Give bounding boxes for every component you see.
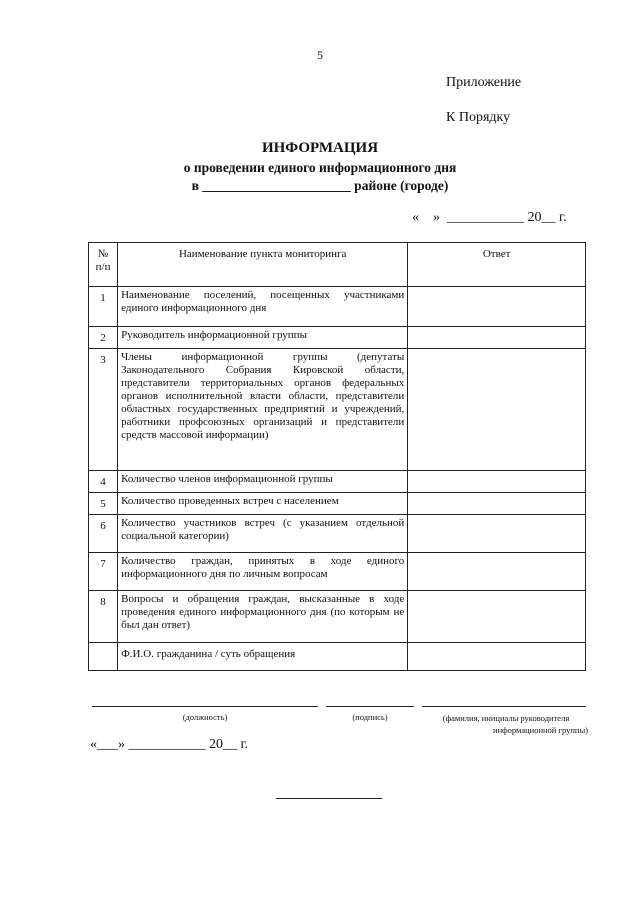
signature-line [326, 706, 414, 707]
table-header-row [89, 243, 586, 287]
row-answer-cell[interactable] [408, 515, 586, 553]
row-item: Количество членов информационной группы [118, 471, 408, 493]
table-row [89, 553, 586, 591]
row-number [89, 643, 118, 671]
column-header-item: Наименование пункта мониторинга [118, 243, 408, 287]
row-item: Члены информационной группы (депутаты Законодательного Собрания Кировской области, представители территориальных органов федеральных органов исполнительной власти области, представители областных государственных предприятий и учреждений, работники профсоюзных организаций и представители средств массовой информации) [118, 349, 408, 471]
position-signature-line [92, 706, 318, 707]
table-row [89, 471, 586, 493]
table-row [89, 349, 586, 471]
row-answer-cell[interactable] [408, 349, 586, 471]
name-caption-line1: (фамилия, инициалы руководителя [442, 713, 570, 723]
row-answer-cell[interactable] [408, 591, 586, 643]
name-caption-line2: информационной группы) [493, 725, 588, 735]
row-answer-cell[interactable] [408, 327, 586, 349]
row-number: 4 [89, 471, 118, 493]
row-answer-cell[interactable] [408, 553, 586, 591]
row-item: Количество граждан, принятых в ходе единого информационного дня по личным вопросам [118, 553, 408, 591]
table-row [89, 591, 586, 643]
table-row [89, 493, 586, 515]
row-answer-cell[interactable] [408, 643, 586, 671]
row-number: 3 [89, 349, 118, 471]
district-line: в ______________________ районе (городе) [191, 178, 449, 193]
table-row [89, 515, 586, 553]
row-number: 8 [89, 591, 118, 643]
name-caption [418, 712, 594, 736]
document-subtitle: о проведении единого информационного дня [183, 160, 457, 175]
row-number: 5 [89, 493, 118, 515]
row-answer-cell[interactable] [408, 287, 586, 327]
position-caption: (должность) [182, 712, 228, 722]
signature-date-line: «___» ___________ 20__ г. [90, 737, 249, 752]
document-title: ИНФОРМАЦИЯ [261, 140, 379, 156]
end-divider [276, 798, 382, 799]
row-item: Вопросы и обращения граждан, высказанные в ходе проведения единого информационного дня (по которым не был дан ответ) [118, 591, 408, 643]
row-answer-cell[interactable] [408, 493, 586, 515]
column-header-number: № п/п [89, 243, 118, 287]
row-number: 1 [89, 287, 118, 327]
table-row [89, 287, 586, 327]
column-header-answer: Ответ [408, 243, 586, 287]
row-item: Руководитель информационной группы [118, 327, 408, 349]
appendix-label: Приложение [446, 75, 522, 90]
signature-caption: (подпись) [352, 712, 388, 722]
table-row [89, 643, 586, 671]
row-number: 2 [89, 327, 118, 349]
row-number: 6 [89, 515, 118, 553]
row-item: Наименование поселений, посещенных участниками единого информационного дня [118, 287, 408, 327]
monitoring-table [88, 242, 586, 671]
table-row [89, 327, 586, 349]
row-item: Количество участников встреч (с указанием отдельной социальной категории) [118, 515, 408, 553]
row-number: 7 [89, 553, 118, 591]
row-item: Ф.И.О. гражданина / суть обращения [118, 643, 408, 671]
row-item: Количество проведенных встреч с населением [118, 493, 408, 515]
report-date-line: « » ___________ 20__ г. [412, 210, 567, 225]
procedure-reference: К Порядку [446, 110, 511, 125]
row-answer-cell[interactable] [408, 471, 586, 493]
name-signature-line [422, 706, 586, 707]
page-number: 5 [317, 48, 323, 62]
